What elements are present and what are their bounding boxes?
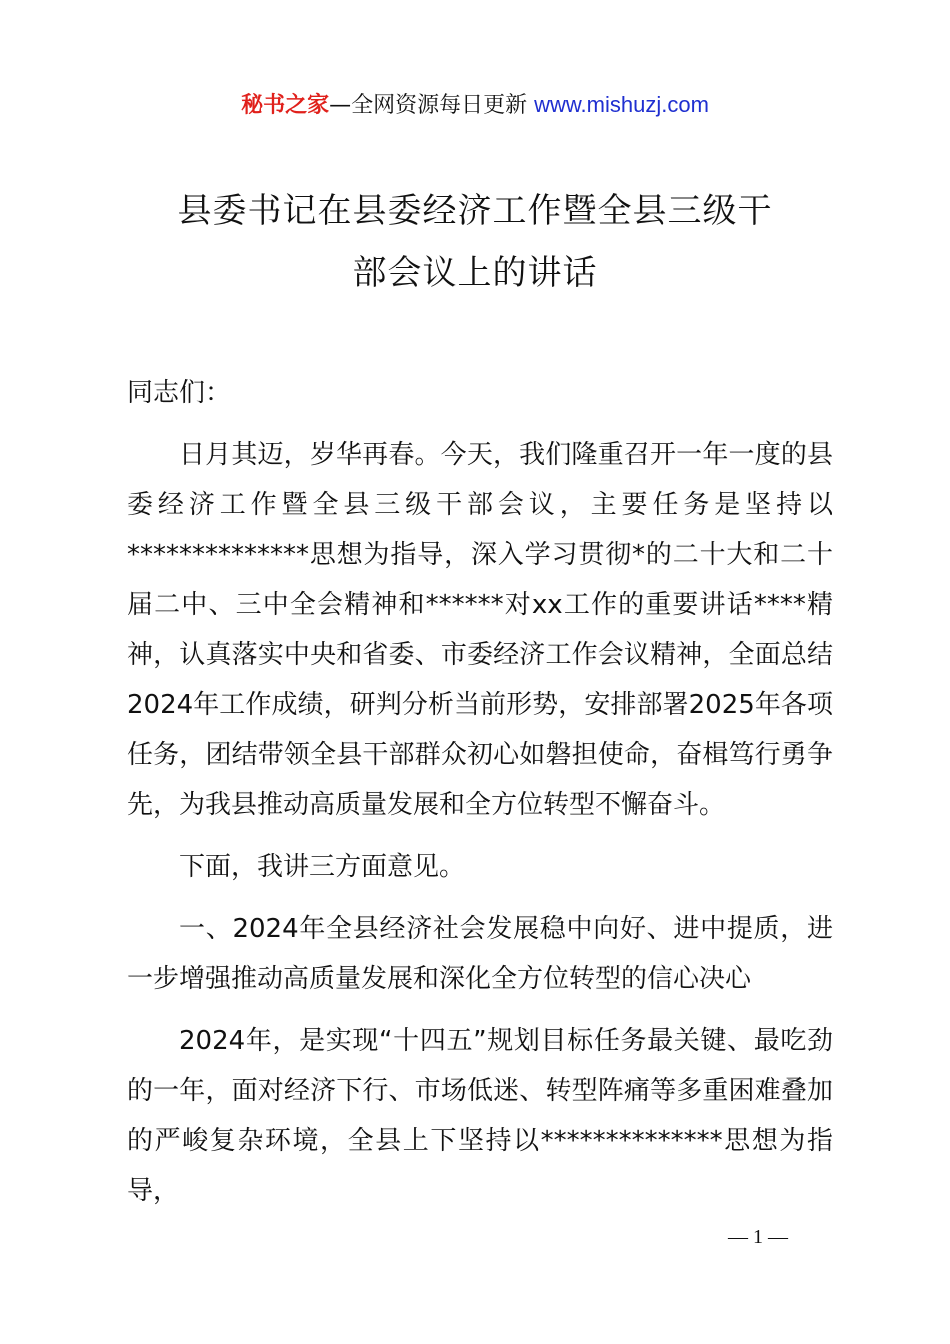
brand-name: 秘书之家 — [241, 93, 330, 118]
opening-paragraph: 日月其迈，岁华再春。今天，我们隆重召开一年一度的县委经济工作暨全县三级干部会议，主要任务是坚持以**************思想为指导，深入学习贯彻*的二十大和二十届二中、三中全会精神和******对xx工作的重要讲话****精神，认真落实中央和省委、市委经济工作会议精神，全面总结2024年工作成绩，研判分析当前形势，安排部署2025年各项任务，团结带领全县干部群众初心如磐担使命，奋楫笃行勇争先，为我县推动高质量发展和全方位转型不懈奋斗。 — [127, 440, 833, 820]
header-tagline: —全网资源每日更新 — [329, 93, 535, 118]
site-header — [0, 88, 950, 123]
site-url-link[interactable]: www.mishuzj.com — [534, 92, 709, 117]
document-body — [127, 368, 833, 1228]
outline-paragraph: 下面，我讲三方面意见。 — [179, 852, 466, 882]
document-title — [120, 180, 830, 304]
title-line-2: 部会议上的讲话 — [352, 253, 598, 293]
section-heading: 一、2024年全县经济社会发展稳中向好、进中提质，进一步增强推动高质量发展和深化全方位转型的信心决心 — [127, 914, 833, 994]
title-line-1: 县委书记在县委经济工作暨全县三级干 — [177, 191, 773, 231]
section-paragraph: 2024年，是实现“十四五”规划目标任务最关键、最吃劲的一年，面对经济下行、市场低迷、转型阵痛等多重困难叠加的严峻复杂环境，全县上下坚持以**************思想为指导， — [127, 1026, 833, 1206]
page-number: — 1 — — [728, 1226, 788, 1248]
salutation: 同志们： — [127, 378, 232, 408]
